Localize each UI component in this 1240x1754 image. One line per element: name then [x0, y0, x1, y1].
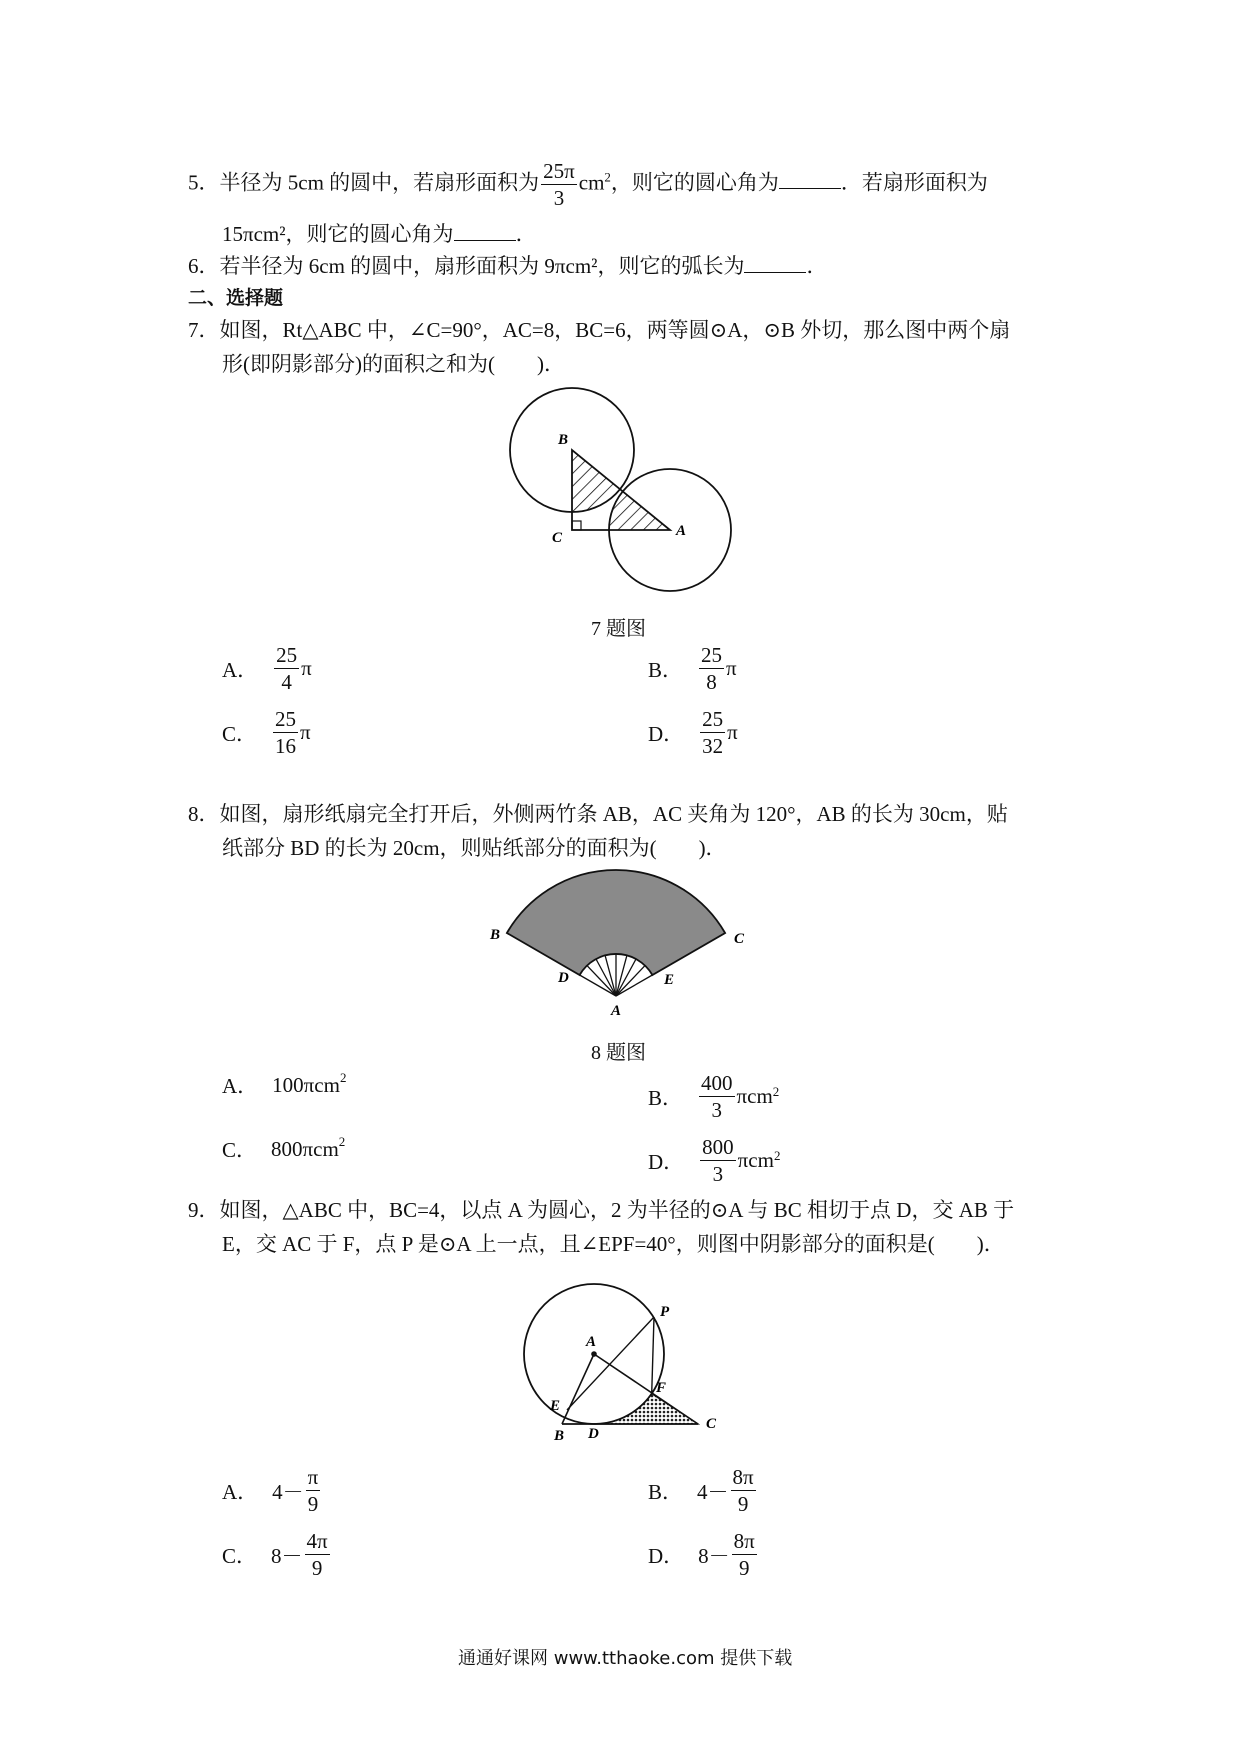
q7-option-b[interactable] [648, 642, 737, 695]
option-label: A． [222, 657, 259, 682]
q8-option-c[interactable] [222, 1134, 345, 1164]
frac-den: 9 [311, 1556, 323, 1580]
q9-option-c[interactable] [222, 1528, 332, 1581]
frac-num: 25 [701, 643, 723, 667]
option-label: B． [648, 657, 684, 682]
q5-frac-num: 25π [543, 159, 575, 183]
q8-label-d: D [558, 970, 569, 986]
q9-text-1: 如图，△ABC 中，BC=4，以点 A 为圆心，2 为半径的⊙A 与 BC 相切于点 D，交 AB 于 [219, 1198, 1015, 1222]
option-label: A． [222, 1479, 259, 1504]
option-suffix: π [727, 720, 738, 744]
option-suffix: π [300, 720, 311, 744]
frac-den: 9 [738, 1556, 750, 1580]
option-suffix: π [301, 656, 312, 680]
q9-line1 [188, 1196, 1014, 1224]
option-label: B． [648, 1479, 684, 1504]
option-fraction [700, 1134, 736, 1187]
option-suffix: πcm [736, 1084, 773, 1108]
frac-den: 16 [275, 734, 297, 758]
option-sup: 2 [338, 1134, 346, 1149]
q5-line2 [222, 220, 537, 248]
option-fraction [306, 1464, 321, 1517]
center-dot-a [591, 1351, 597, 1357]
option-text: 100πcm [272, 1072, 340, 1097]
shaded-region [594, 1394, 698, 1424]
right-angle-mark [572, 521, 581, 530]
option-suffix: π [726, 656, 737, 680]
option-fraction [700, 706, 725, 759]
q7-figure [500, 380, 750, 610]
frac-num: 25 [702, 707, 724, 731]
q5-unit-sup: 2 [604, 169, 611, 185]
q8-option-b[interactable] [648, 1070, 779, 1123]
option-label: C． [222, 1138, 258, 1162]
option-fraction [699, 642, 724, 695]
q9-label-c: C [706, 1416, 717, 1432]
option-sup: 2 [772, 1084, 780, 1099]
q7-label-b: B [558, 432, 569, 448]
frac-den: 4 [281, 670, 292, 694]
q5-text-3: ．若扇形面积为 [840, 170, 988, 195]
segment-ab [562, 1354, 594, 1424]
frac-num: 400 [701, 1071, 733, 1095]
q8-label-a: A [611, 1003, 622, 1019]
frac-num: 8π [733, 1529, 755, 1553]
q7-label-a: A [676, 523, 687, 539]
option-prefix: 4－ [272, 1479, 304, 1504]
option-fraction [273, 706, 298, 759]
q5-text-2: ，则它的圆心角为 [610, 170, 779, 195]
q9-figure [510, 1270, 740, 1440]
q7-option-c[interactable] [222, 706, 311, 759]
frac-den: 9 [307, 1492, 319, 1516]
q8-line1 [188, 800, 1008, 828]
q7-label-c: C [552, 530, 563, 546]
q8-text-1: 如图，扇形纸扇完全打开后，外侧两竹条 AB，AC 夹角为 120°，AB 的长为 30cm，贴 [219, 802, 1008, 826]
option-prefix: 8－ [698, 1543, 730, 1568]
frac-num: 25 [275, 707, 297, 731]
frac-num: 25 [276, 643, 298, 667]
q7-caption: 7 题图 [591, 618, 646, 640]
q9-line2 [222, 1230, 1005, 1258]
q6-text-1: 若半径为 6cm 的圆中，扇形面积为 9πcm²，则它的弧长为 [219, 254, 745, 278]
q9-option-d[interactable] [648, 1528, 759, 1581]
q8-line2 [222, 834, 727, 862]
q8-number: 8． [188, 802, 220, 826]
q9-text-2: E，交 AC 于 F，点 P 是⊙A 上一点，且∠EPF=40°，则图中阴影部分的面积是( )． [222, 1232, 1005, 1256]
q9-label-e: E [550, 1398, 561, 1414]
q5-answer-blank-2[interactable] [454, 222, 516, 241]
option-fraction [731, 1464, 756, 1517]
frac-num: 4π [306, 1529, 328, 1553]
q7-line1 [188, 316, 1010, 344]
q9-label-d: D [588, 1426, 599, 1440]
q6-line [188, 252, 827, 280]
option-fraction [699, 1070, 735, 1123]
option-label: C． [222, 721, 258, 746]
q5-frac-den: 3 [553, 186, 565, 210]
q5-answer-blank-1[interactable] [779, 170, 841, 189]
q7-line2 [222, 350, 565, 378]
q9-label-b: B [554, 1428, 565, 1440]
q8-label-b: B [490, 927, 501, 943]
frac-num: 8π [732, 1465, 754, 1489]
segment-pf [652, 1317, 654, 1394]
q9-option-a[interactable] [222, 1464, 322, 1517]
option-fraction [305, 1528, 330, 1581]
q8-figure [480, 860, 760, 1020]
option-label: B． [648, 1085, 684, 1110]
q8-label-e: E [664, 972, 675, 988]
frac-den: 9 [737, 1492, 749, 1516]
q5-text-1: 半径为 5cm 的圆中，若扇形面积为 [219, 170, 540, 195]
q7-number: 7． [188, 318, 220, 342]
q5-fraction [541, 158, 577, 211]
q8-label-c: C [734, 931, 745, 947]
q9-number: 9． [188, 1198, 220, 1222]
option-fraction [274, 642, 299, 695]
section-heading-choice: 二、选择题 [188, 287, 284, 309]
option-text: 800πcm [271, 1136, 339, 1161]
q9-label-a: A [586, 1334, 597, 1350]
option-sup: 2 [339, 1070, 347, 1085]
option-label: D． [648, 1543, 685, 1568]
q9-option-b[interactable] [648, 1464, 758, 1517]
q8-option-a[interactable] [222, 1070, 346, 1100]
segment-pe [567, 1317, 654, 1410]
q6-text-2: ． [806, 254, 828, 278]
frac-num: π [307, 1465, 319, 1489]
q7-text-2: 形(即阴影部分)的面积之和为( )． [222, 352, 565, 376]
frac-num: 800 [702, 1135, 734, 1159]
q5-text-5: ． [515, 222, 537, 246]
frac-den: 3 [711, 1098, 723, 1122]
q6-answer-blank[interactable] [744, 254, 806, 273]
q8-option-d[interactable] [648, 1134, 780, 1187]
q5-number: 5． [188, 170, 220, 195]
q5-text-4: 15πcm²，则它的圆心角为 [222, 222, 454, 246]
option-suffix: πcm [737, 1148, 774, 1172]
q7-option-a[interactable] [222, 642, 312, 695]
q8-text-2: 纸部分 BD 的长为 20cm，则贴纸部分的面积为( )． [222, 836, 727, 860]
q5-unit: cm [578, 170, 605, 195]
q7-text-1: 如图，Rt△ABC 中，∠C=90°，AC=8，BC=6，两等圆⊙A，⊙B 外切，那么图中两个扇 [219, 318, 1011, 342]
frac-den: 32 [702, 734, 724, 758]
option-label: D． [648, 1149, 685, 1174]
q9-label-p: P [660, 1304, 670, 1320]
frac-den: 3 [712, 1162, 724, 1186]
option-label: A． [222, 1074, 259, 1098]
q9-label-f: F [656, 1380, 667, 1396]
q8-caption: 8 题图 [591, 1042, 646, 1064]
q7-option-d[interactable] [648, 706, 738, 759]
q5-line1 [188, 158, 988, 211]
q6-number: 6． [188, 254, 220, 278]
option-prefix: 4－ [697, 1479, 729, 1504]
option-fraction [732, 1528, 757, 1581]
frac-den: 8 [706, 670, 717, 694]
page-footer[interactable]: 通通好课网 www.tthaoke.com 提供下载 [458, 1648, 793, 1669]
option-prefix: 8－ [271, 1543, 303, 1568]
option-label: C． [222, 1543, 258, 1568]
option-sup: 2 [773, 1148, 781, 1163]
option-label: D． [648, 721, 685, 746]
